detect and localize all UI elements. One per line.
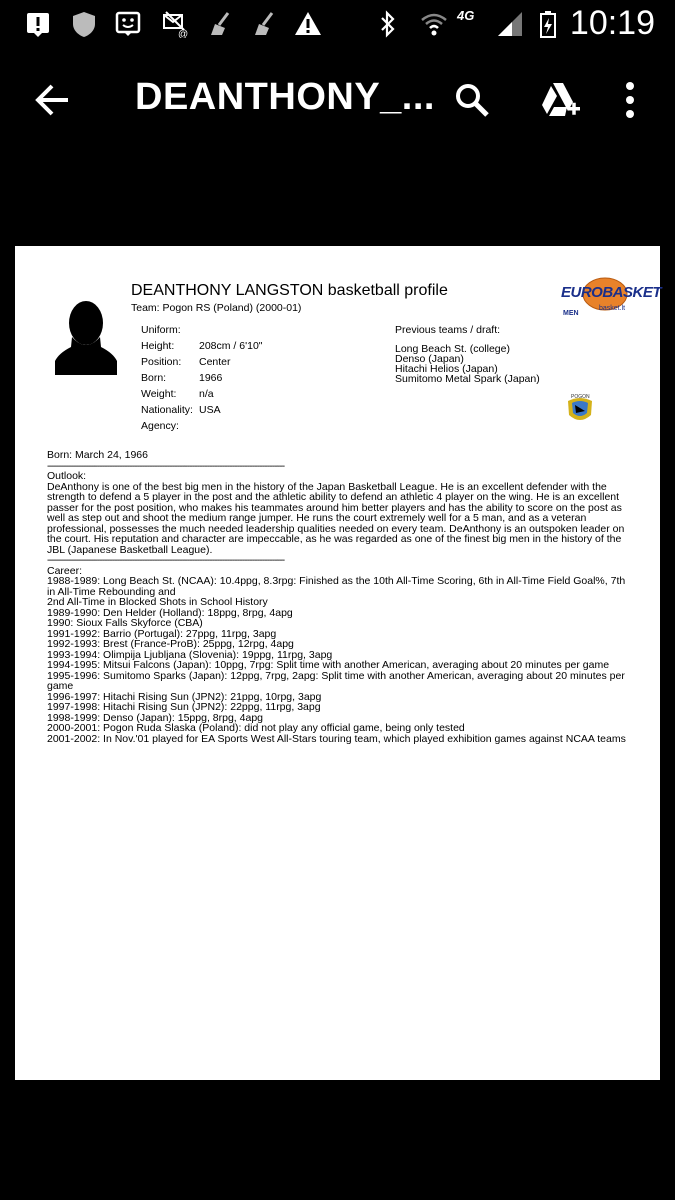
career-item: 1998-1999: Denso (Japan): 15ppg, 8rpg, 4apg (47, 711, 263, 724)
profile-heading: DEANTHONY LANGSTON basketball profile (131, 282, 448, 299)
logo-wordmark: EUROBASKET (561, 284, 662, 301)
network-type-label: 4G (457, 8, 475, 23)
app-bar (0, 48, 675, 152)
separator-line: ----------------------------------------------------------------------------------------------- (47, 460, 285, 471)
bluetooth-icon (374, 10, 402, 38)
info-value: Center (199, 356, 231, 368)
player-silhouette-icon (55, 295, 117, 375)
outlook-text: DeAnthony is one of the best big men in the history of the Japan Basketball League. He is an excellent defender with the strength to defend a 5 player in the post and the athletic ability to defend an athletic 4 player on the wing. He is an excellent passer for the post position, who makes his teammates around him better players and has the ability to score on the post as well as step out and shoot the medium range jumper. He runs the court extremely well for a 5 man, and as a veteran professional, possesses the much needed leadership qualities needed on every team. DeAnthony is an outspoken leader on the court. His reputation and character are impeccable, as he was regarded as one of the finest big men in the history of the JBL (Japanese Basketball League). (47, 480, 625, 556)
previous-teams (395, 322, 540, 384)
info-label: Born: (141, 372, 167, 384)
outlook-label: Outlook: (47, 470, 87, 482)
career-item: 1997-1998: Hitachi Rising Sun (JPN2): 22ppg, 11rpg, 3apg (47, 701, 321, 713)
previous-team-item: Hitachi Helios (Japan) (395, 363, 498, 375)
info-value: n/a (199, 388, 214, 400)
career-item: 1992-1993: Brest (France-ProB): 25ppg, 12rpg, 4apg (47, 638, 294, 650)
info-label: Position: (141, 356, 182, 368)
missed-email-icon (162, 10, 190, 38)
career-item: 2001-2002: In Nov.'01 played for EA Sports West All-Stars touring team, which played exhibition games against NCAA teams (47, 732, 626, 745)
svg-text:POGON: POGON (571, 394, 590, 400)
previous-team-item: Denso (Japan) (395, 353, 464, 365)
info-value: USA (199, 404, 221, 416)
eurobasket-logo (561, 276, 662, 320)
previous-teams-title: Previous teams / draft: (395, 324, 501, 336)
warning-icon (294, 10, 322, 38)
wifi-icon (420, 10, 448, 38)
google-drive-add-icon[interactable] (537, 76, 585, 124)
career-item: 2nd All-Time in Blocked Shots in School History (47, 596, 268, 608)
signal-icon (496, 10, 524, 38)
career-item: 1989-1990: Den Helder (Holland): 18ppg, 8rpg, 4apg (47, 606, 293, 619)
broom-icon (206, 10, 234, 38)
svg-text:@: @ (178, 29, 189, 38)
shield-icon (70, 10, 98, 38)
info-value: 208cm / 6'10" (199, 340, 263, 352)
career-item: 1991-1992: Barrio (Portugal): 27ppg, 11rpg, 3apg (47, 627, 277, 640)
logo-men-label: MEN (563, 310, 579, 317)
back-arrow-icon[interactable] (30, 78, 74, 122)
document-page[interactable] (15, 246, 660, 1080)
battery-charging-icon (536, 10, 564, 38)
career-item: 1988-1989: Long Beach St. (NCAA): 10.4ppg, 8.3rpg: Finished as the 10th All-Time Scoring, 6th in All-Time Field Goal%, 7th in All-Time Rebounding and (47, 575, 626, 598)
info-label: Nationality: (141, 404, 193, 416)
info-label: Weight: (141, 388, 177, 400)
team-line: Team: Pogon RS (Poland) (2000-01) (131, 302, 302, 314)
separator-line: ----------------------------------------------------------------------------------------------- (47, 555, 285, 566)
previous-team-item: Sumitomo Metal Spark (Japan) (395, 373, 540, 385)
search-icon[interactable] (448, 76, 496, 124)
logo-subtext: basket.lt (599, 305, 626, 312)
status-clock: 10:19 (569, 4, 655, 42)
info-label: Agency: (141, 420, 179, 432)
player-info-table (141, 322, 263, 434)
broom-icon (250, 10, 278, 38)
club-crest-icon (563, 391, 597, 427)
more-vert-icon[interactable] (606, 76, 654, 124)
info-label: Height: (141, 340, 175, 352)
profile-body (47, 450, 629, 744)
info-label: Uniform: (141, 324, 181, 336)
info-value: 1966 (199, 372, 223, 384)
face-notification-icon (114, 10, 142, 38)
career-item: 1994-1995: Mitsui Falcons (Japan): 10ppg, 7rpg: Split time with another American, averaging about 20 minutes per game (47, 659, 610, 671)
previous-team-item: Long Beach St. (college) (395, 343, 510, 355)
alert-box-icon (24, 10, 52, 38)
career-item: 1995-1996: Sumitomo Sparks (Japan): 12ppg, 7rpg, 2apg: Split time with another American, averaging about 20 minutes per game (47, 669, 625, 692)
career-item: 1993-1994: Olimpija Ljubljana (Slovenia): 19ppg, 11rpg, 3apg (47, 648, 333, 661)
document-title: DEANTHONY_... (135, 76, 435, 118)
born-line: Born: March 24, 1966 (47, 449, 148, 461)
status-bar (0, 0, 675, 48)
career-item: 1990: Sioux Falls Skyforce (CBA) (47, 617, 203, 629)
career-label: Career: (47, 564, 83, 577)
career-item: 2000-2001: Pogon Ruda Slaska (Poland): did not play any official game, being only tested (47, 722, 465, 734)
career-item: 1996-1997: Hitachi Rising Sun (JPN2): 21ppg, 10rpg, 3apg (47, 690, 322, 703)
